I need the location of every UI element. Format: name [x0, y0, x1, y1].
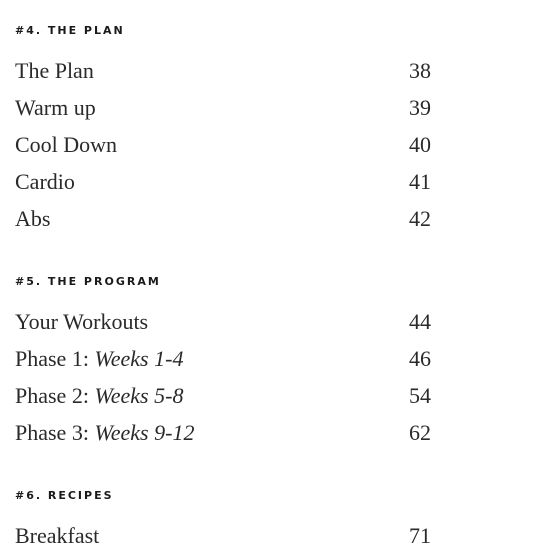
toc-entry-the-plan[interactable] — [15, 52, 435, 89]
toc-section-the-program — [15, 275, 435, 445]
toc-entry-subtitle: Weeks 5-8 — [94, 383, 184, 408]
toc-section-the-plan — [15, 24, 435, 231]
toc-entry-page: 62 — [409, 420, 431, 445]
toc-entry-title: Breakfast — [15, 523, 100, 548]
toc-entry-page: 54 — [409, 383, 431, 408]
toc-entry-title: Cardio — [15, 169, 75, 194]
toc-entry-cardio[interactable] — [15, 163, 435, 200]
toc-entry-warm-up[interactable] — [15, 89, 435, 126]
section-heading: #5. THE PROGRAM — [15, 275, 161, 288]
toc-entry-title: Your Workouts — [15, 309, 149, 334]
toc-entry-title: Phase 1: — [15, 346, 95, 371]
toc-entry-page: 38 — [409, 58, 431, 83]
toc-entry-page: 46 — [409, 346, 431, 371]
toc-entry-subtitle: Weeks 9-12 — [94, 420, 195, 445]
toc-entry-phase-1[interactable] — [15, 340, 435, 377]
toc-entry-page: 39 — [409, 95, 431, 120]
section-heading: #4. THE PLAN — [15, 24, 125, 37]
toc-entry-title: Abs — [15, 206, 51, 231]
toc-entry-page: 44 — [409, 309, 431, 334]
toc-entry-phase-3[interactable] — [15, 414, 435, 451]
toc-entry-breakfast[interactable] — [15, 517, 435, 554]
toc-entry-subtitle: Weeks 1-4 — [94, 346, 184, 371]
toc-entry-page: 71 — [409, 523, 431, 548]
toc-entry-phase-2[interactable] — [15, 377, 435, 414]
toc-entry-page: 41 — [409, 169, 431, 194]
toc-entry-title: Cool Down — [15, 132, 118, 157]
toc-entry-title: Phase 2: — [15, 383, 95, 408]
toc-entry-title: Warm up — [15, 95, 96, 120]
toc-entry-your-workouts[interactable] — [15, 303, 435, 340]
toc-entry-title: The Plan — [15, 58, 94, 83]
toc-section-recipes — [15, 489, 435, 548]
toc-entry-cool-down[interactable] — [15, 126, 435, 163]
toc-entry-abs[interactable] — [15, 200, 435, 237]
toc-entry-page: 42 — [409, 206, 431, 231]
section-heading: #6. RECIPES — [15, 489, 114, 502]
toc-entry-title: Phase 3: — [15, 420, 95, 445]
toc-entry-page: 40 — [409, 132, 431, 157]
